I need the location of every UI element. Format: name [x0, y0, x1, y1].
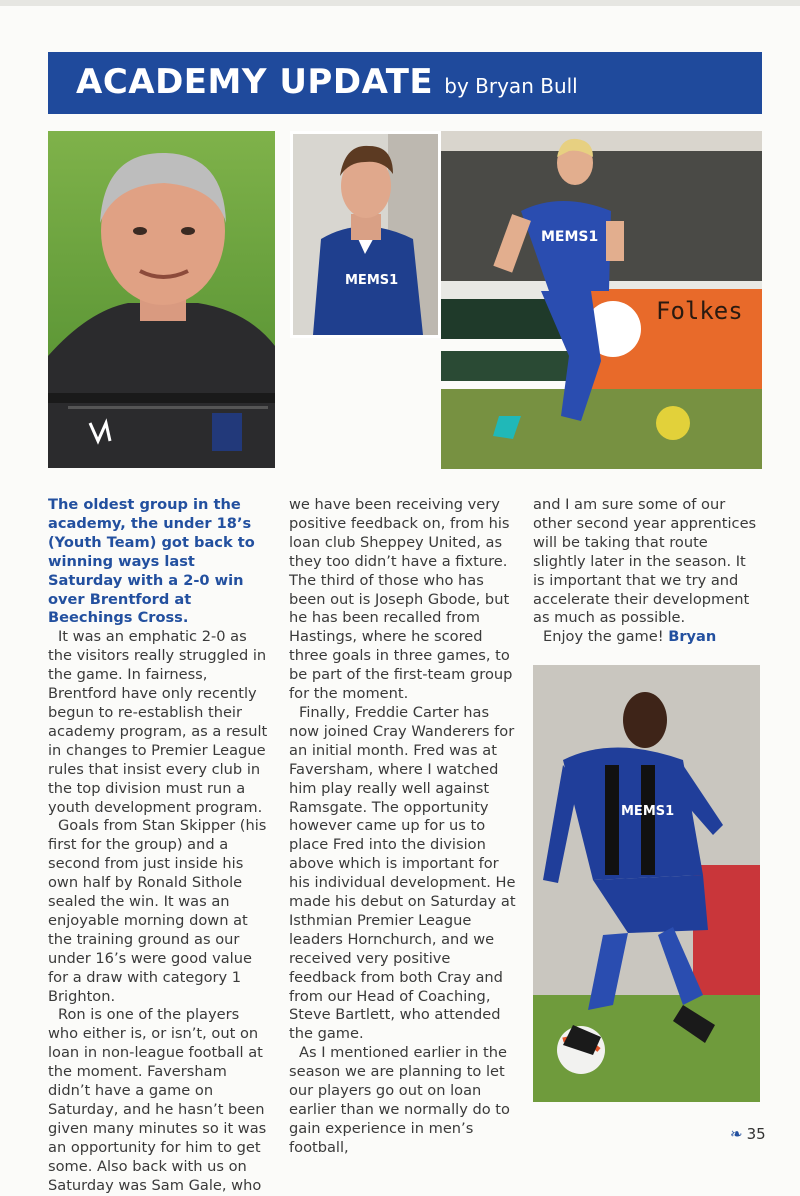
- article-column-3: [533, 496, 761, 647]
- article-paragraph: Goals from Stan Skipper (his first for the group) and a second from just inside his own half by Ronald Sithole sealed the win. It was an enjoyable morning down at the training ground as our under 16’s were good value for a draw with category 1 Brighton.: [48, 817, 267, 1005]
- shirt-sponsor-text: MEMS1: [541, 229, 599, 245]
- article-paragraph: As I mentioned earlier in the season we are planning to let our players go out on loan earlier than we normally do to gain experience in men’s football,: [289, 1044, 510, 1156]
- article-paragraph: It was an emphatic 2-0 as the visitors really struggled in the game. In fairness, Brentford have only recently begun to re-establish their academy program, as a result in changes to Premier League rules that insist every club in the top division must run a youth development program.: [48, 628, 268, 816]
- article-paragraph: and I am sure some of our other second year apprentices will be taking that route slightly later in the season. It is important that we try and accelerate their development as much as possible.: [533, 496, 757, 627]
- page-number-text: 35: [746, 1125, 766, 1143]
- article-column-1: [48, 496, 273, 1196]
- coach-photo: [48, 131, 275, 468]
- player-dribble-photo: [533, 665, 760, 1102]
- shirt-sponsor-text: MEMS1: [621, 804, 675, 819]
- player-portrait-photo: [290, 131, 441, 338]
- page-number: [730, 1125, 766, 1143]
- page-top-edge: [0, 0, 800, 6]
- article-paragraph: Finally, Freddie Carter has now joined Cray Wanderers for an initial month. Fred was at Faversham, where I watched him play really well against Ramsgate. The opportunity however came up for us to place Fred into the division above which is important for his individual development. He made his debut on Saturday at Isthmian Premier League leaders Hornchurch, and we received very positive feedback from both Cray and from our Head of Coaching, Steve Bartlett, who attended the game.: [289, 703, 516, 1043]
- banner-text: Folkes: [656, 297, 743, 325]
- article-paragraph: Ron is one of the players who either is, or isn’t, out on loan in non-league football at the moment. Faversham didn’t have a game on Saturday, and he hasn’t been given many minutes so it was an opportunity for him to get some. Also back with us on Saturday was Sam Gale, who: [48, 1006, 267, 1194]
- article-column-2: [289, 496, 520, 1158]
- author-byline: by Bryan Bull: [444, 74, 578, 98]
- shirt-sponsor-text: MEMS1: [345, 273, 399, 288]
- signoff-text: Enjoy the game!: [543, 628, 664, 646]
- club-badge-icon: [212, 413, 242, 451]
- football-icon: [656, 406, 690, 440]
- page-title: ACADEMY UPDATE: [76, 62, 434, 102]
- article-lead: The oldest group in the academy, the under 18’s (Youth Team) got back to winning ways last Saturday with a 2-0 win over Brentford at Beechings Cross.: [48, 496, 255, 627]
- section-header: [48, 52, 762, 114]
- match-action-photo: [441, 131, 762, 469]
- article-signoff: [533, 628, 761, 647]
- author-signature: Bryan: [668, 628, 717, 646]
- article-paragraph: we have been receiving very positive feedback on, from his loan club Sheppey United, as they too didn’t have a fixture. The third of those who has been out is Joseph Gbode, but he has been recalled from Hastings, where he scored three goals in three games, to be part of the first-team group for the moment.: [289, 496, 513, 703]
- club-mascot-icon: ❧: [730, 1125, 743, 1143]
